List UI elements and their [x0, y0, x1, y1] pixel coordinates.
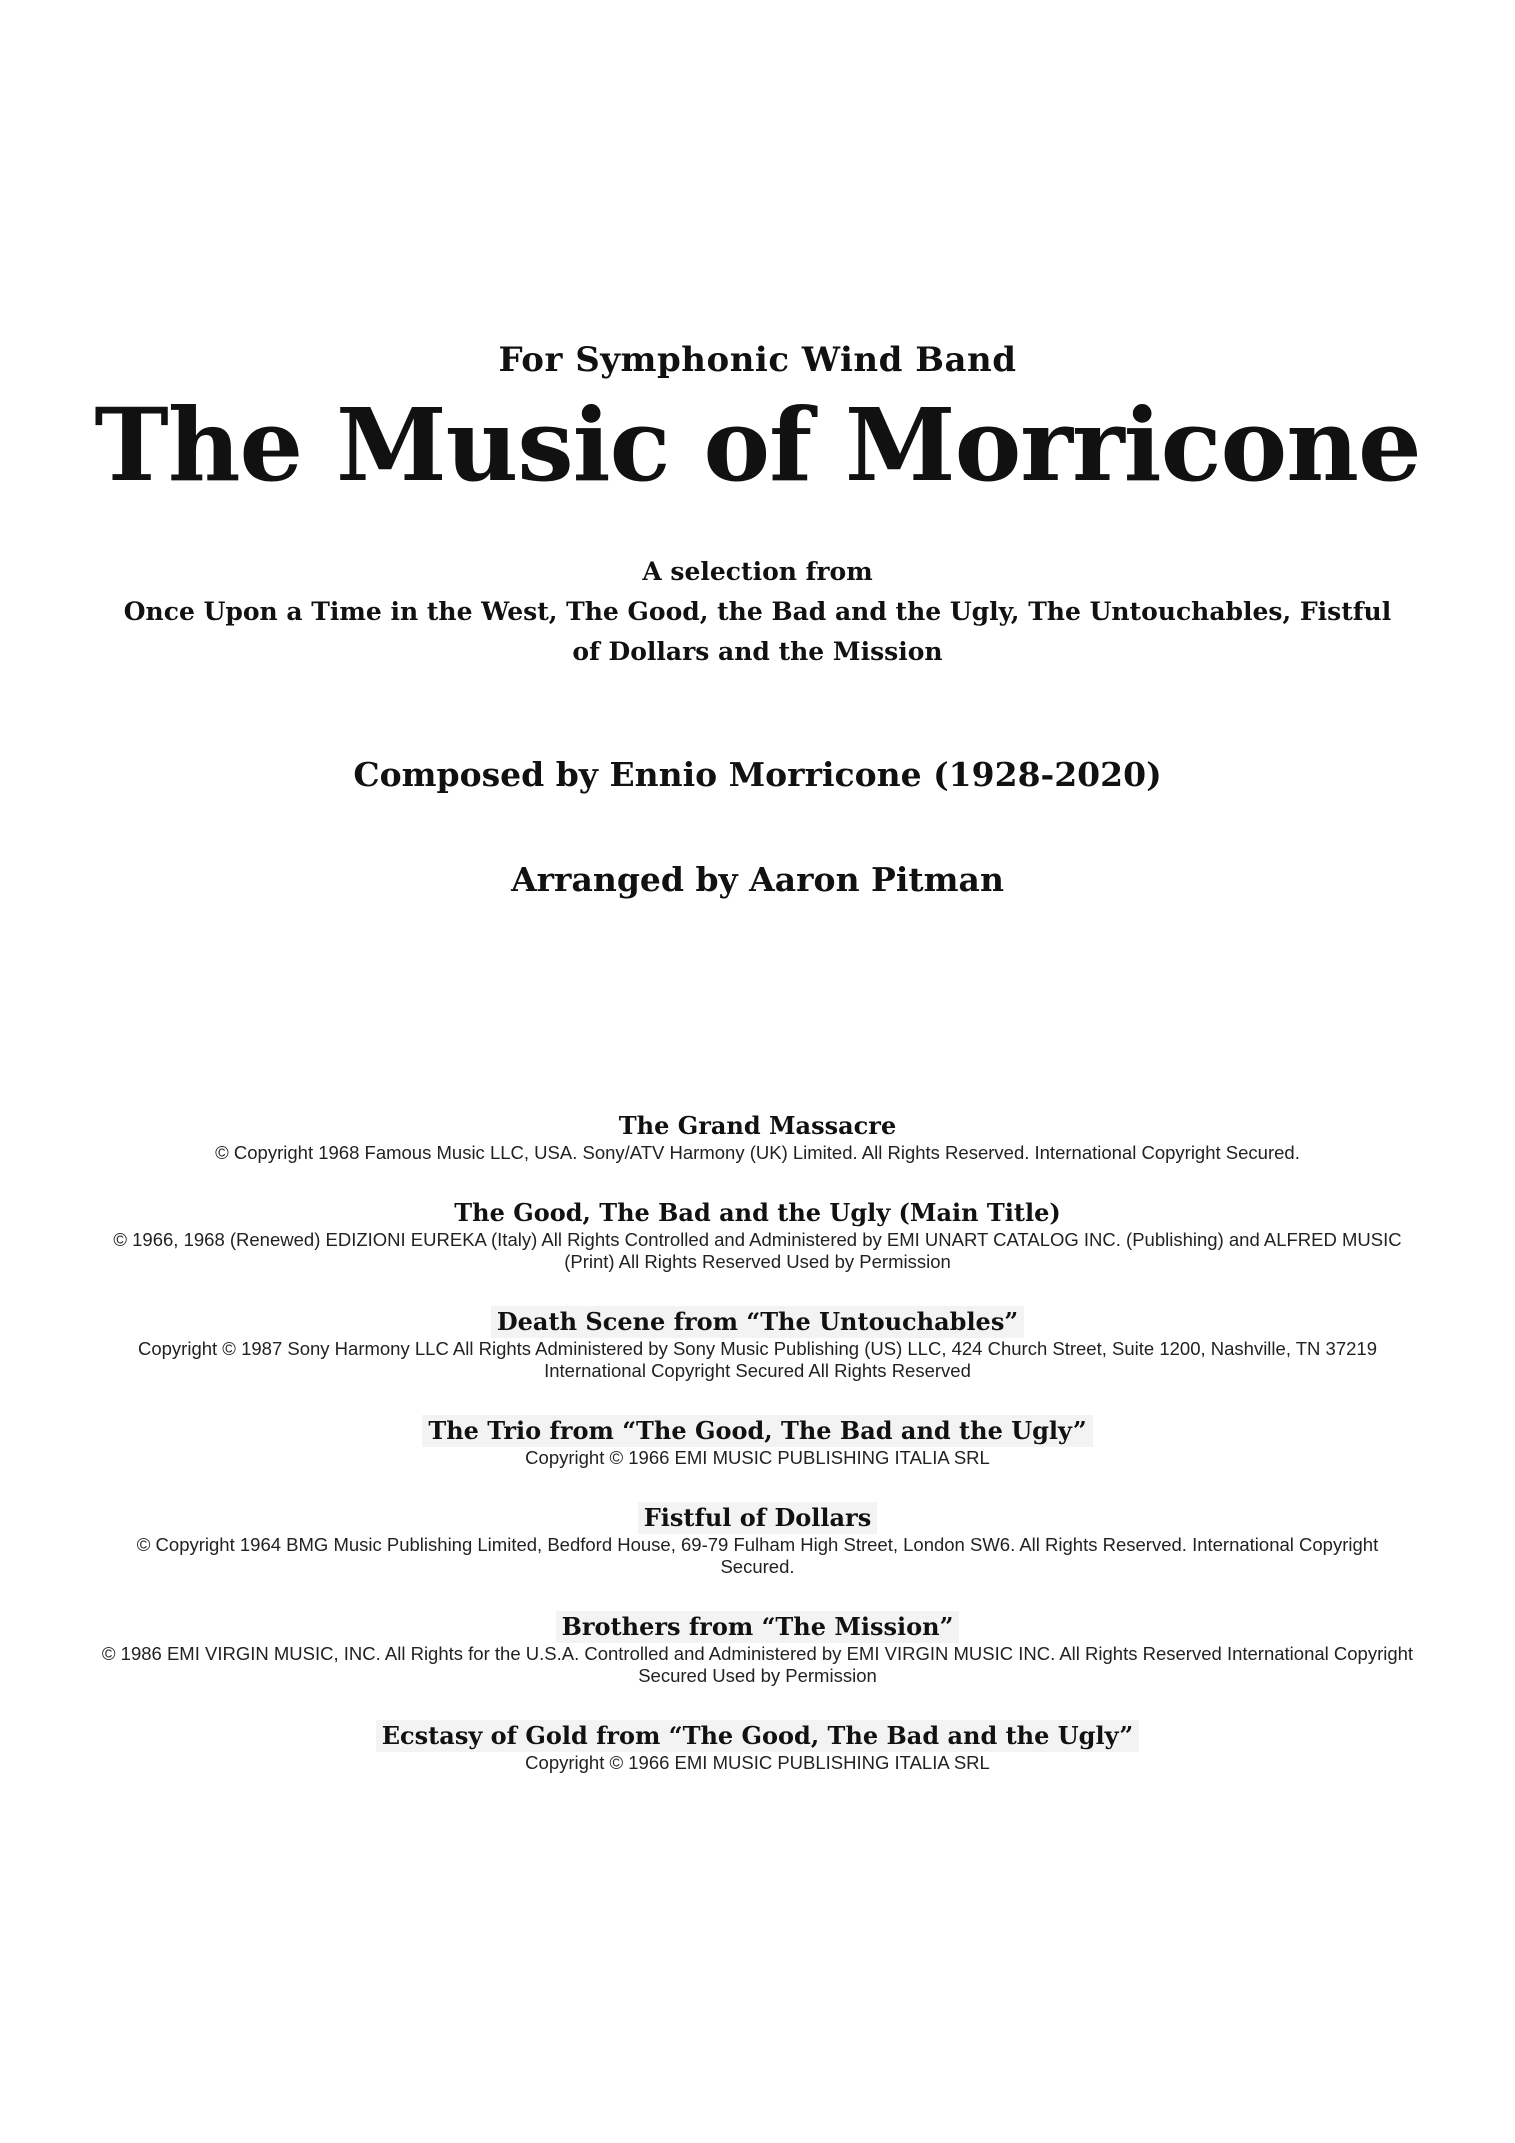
credit-title: The Grand Massacre: [618, 1111, 897, 1140]
credit-title: Death Scene from “The Untouchables”: [491, 1306, 1024, 1338]
credit-title: The Trio from “The Good, The Bad and the Ugly”: [422, 1415, 1092, 1447]
credit-entry: [100, 1720, 1415, 1774]
score-subtitle: For Symphonic Wind Band: [498, 340, 1017, 380]
selection-description: [110, 552, 1405, 672]
copyright-credits: [100, 1110, 1415, 1807]
credit-entry: [100, 1611, 1415, 1687]
credit-title: Brothers from “The Mission”: [556, 1611, 960, 1643]
credit-copyright: © Copyright 1968 Famous Music LLC, USA. Sony/ATV Harmony (UK) Limited. All Rights Reserved. International Copyright Secured.: [215, 1142, 1300, 1163]
selection-intro: A selection from: [642, 557, 873, 586]
credit-copyright: Copyright © 1966 EMI MUSIC PUBLISHING ITALIA SRL: [525, 1447, 990, 1468]
credit-copyright: © 1966, 1968 (Renewed) EDIZIONI EUREKA (Italy) All Rights Controlled and Administered by EMI UNART CATALOG INC. (Publishing) and ALFRED MUSIC (Print) All Rights Reserved Used by Permission: [113, 1229, 1402, 1272]
credit-title: Fistful of Dollars: [638, 1502, 877, 1534]
credit-copyright: © Copyright 1964 BMG Music Publishing Limited, Bedford House, 69-79 Fulham High Street, London SW6. All Rights Reserved. International Copyright Secured.: [136, 1534, 1379, 1577]
composer-credit: Composed by Ennio Morricone (1928-2020): [353, 755, 1162, 794]
credit-copyright: © 1986 EMI VIRGIN MUSIC, INC. All Rights for the U.S.A. Controlled and Administered by EMI VIRGIN MUSIC INC. All Rights Reserved International Copyright Secured Used by Permission: [101, 1643, 1414, 1686]
credit-copyright: Copyright © 1987 Sony Harmony LLC All Rights Administered by Sony Music Publishing (US) LLC, 424 Church Street, Suite 1200, Nashville, TN 37219 International Copyright Secured All Rights Reserved: [137, 1338, 1378, 1381]
arranger-credit: Arranged by Aaron Pitman: [511, 860, 1004, 899]
credit-entry: [100, 1415, 1415, 1469]
credit-entry: [100, 1197, 1415, 1273]
credit-entry: [100, 1110, 1415, 1164]
selection-films: Once Upon a Time in the West, The Good, the Bad and the Ugly, The Untouchables, Fistful of Dollars and the Mission: [123, 597, 1392, 666]
credit-copyright: Copyright © 1966 EMI MUSIC PUBLISHING ITALIA SRL: [525, 1752, 990, 1773]
credit-entry: [100, 1502, 1415, 1578]
credit-entry: [100, 1306, 1415, 1382]
score-title: The Music of Morricone: [94, 386, 1421, 504]
credit-title: The Good, The Bad and the Ugly (Main Title): [454, 1198, 1061, 1227]
credit-title: Ecstasy of Gold from “The Good, The Bad and the Ugly”: [376, 1720, 1139, 1752]
